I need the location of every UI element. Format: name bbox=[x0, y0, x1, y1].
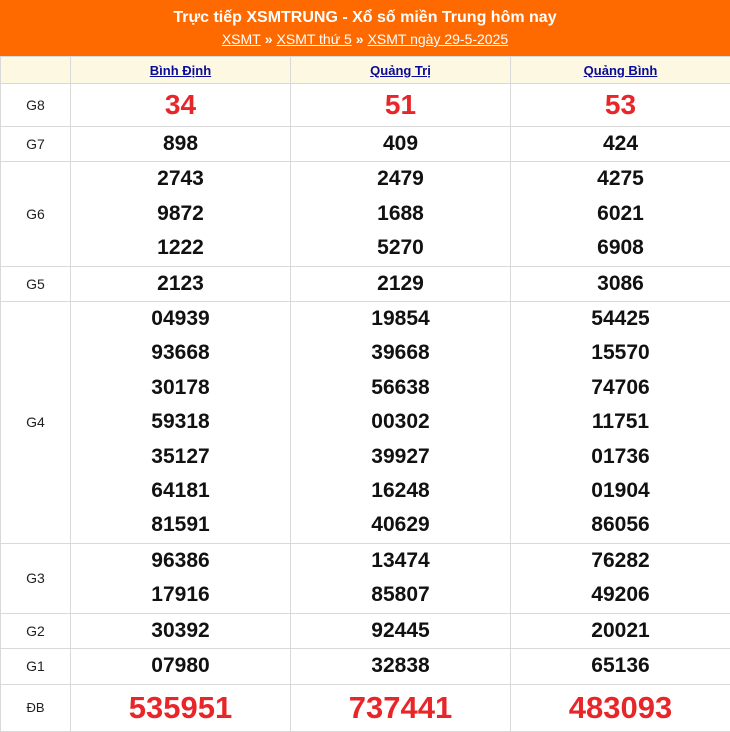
province-header-row bbox=[1, 57, 730, 84]
prize-number: 483093 bbox=[511, 685, 730, 731]
prize-number: 40629 bbox=[291, 508, 510, 542]
prize-number: 19854 bbox=[291, 302, 510, 336]
prize-number: 96386 bbox=[71, 544, 290, 578]
prize-row bbox=[1, 649, 730, 684]
prize-row bbox=[1, 127, 730, 162]
province-link-quang-tri[interactable]: Quảng Trị bbox=[370, 63, 431, 78]
prize-label: G2 bbox=[1, 613, 71, 648]
prize-cell bbox=[291, 84, 511, 127]
prize-cell bbox=[291, 543, 511, 613]
prize-number: 86056 bbox=[511, 508, 730, 542]
prize-number: 93668 bbox=[71, 336, 290, 370]
prize-cell bbox=[71, 543, 291, 613]
prize-label: G4 bbox=[1, 302, 71, 544]
prize-number: 74706 bbox=[511, 371, 730, 405]
prize-cell bbox=[511, 302, 730, 544]
province-header bbox=[511, 57, 730, 84]
prize-number: 00302 bbox=[291, 405, 510, 439]
prize-number: 1222 bbox=[71, 231, 290, 265]
prize-number: 51 bbox=[291, 84, 510, 126]
prize-number: 20021 bbox=[511, 614, 730, 648]
prize-number: 35127 bbox=[71, 440, 290, 474]
prize-cell bbox=[71, 684, 291, 731]
prize-cell bbox=[71, 127, 291, 162]
prize-row bbox=[1, 543, 730, 613]
prize-number: 76282 bbox=[511, 544, 730, 578]
prize-label: G7 bbox=[1, 127, 71, 162]
prize-number: 59318 bbox=[71, 405, 290, 439]
province-header bbox=[71, 57, 291, 84]
prize-number: 49206 bbox=[511, 578, 730, 612]
prize-number: 64181 bbox=[71, 474, 290, 508]
prize-number: 01904 bbox=[511, 474, 730, 508]
prize-number: 56638 bbox=[291, 371, 510, 405]
page-title: Trực tiếp XSMTRUNG - Xổ số miền Trung hôm nay bbox=[0, 8, 730, 28]
prize-cell bbox=[511, 613, 730, 648]
prize-number: 737441 bbox=[291, 685, 510, 731]
prize-number: 6908 bbox=[511, 231, 730, 265]
prize-cell bbox=[71, 302, 291, 544]
corner-cell bbox=[1, 57, 71, 84]
prize-label: G3 bbox=[1, 543, 71, 613]
page-header bbox=[0, 0, 730, 56]
breadcrumb-separator: » bbox=[265, 31, 273, 47]
prize-number: 30178 bbox=[71, 371, 290, 405]
prize-row bbox=[1, 162, 730, 266]
prize-number: 32838 bbox=[291, 649, 510, 683]
province-link-binh-dinh[interactable]: Bình Định bbox=[150, 63, 211, 78]
prize-number: 04939 bbox=[71, 302, 290, 336]
prize-cell bbox=[511, 649, 730, 684]
prize-number: 53 bbox=[511, 84, 730, 126]
prize-cell bbox=[511, 127, 730, 162]
prize-cell bbox=[291, 684, 511, 731]
prize-cell bbox=[511, 684, 730, 731]
prize-number: 3086 bbox=[511, 267, 730, 301]
prize-row bbox=[1, 266, 730, 301]
prize-cell bbox=[291, 266, 511, 301]
prize-number: 1688 bbox=[291, 197, 510, 231]
prize-cell bbox=[511, 84, 730, 127]
prize-label: G5 bbox=[1, 266, 71, 301]
prize-body bbox=[1, 84, 730, 732]
breadcrumb bbox=[0, 29, 730, 49]
prize-cell bbox=[291, 649, 511, 684]
prize-row bbox=[1, 684, 730, 731]
prize-cell bbox=[291, 302, 511, 544]
prize-row bbox=[1, 613, 730, 648]
prize-cell bbox=[71, 649, 291, 684]
prize-number: 07980 bbox=[71, 649, 290, 683]
province-link-quang-binh[interactable]: Quảng Bình bbox=[584, 63, 658, 78]
breadcrumb-link-xsmt-date[interactable]: XSMT ngày 29-5-2025 bbox=[368, 31, 509, 47]
prize-number: 409 bbox=[291, 127, 510, 161]
prize-label: G6 bbox=[1, 162, 71, 266]
prize-number: 30392 bbox=[71, 614, 290, 648]
breadcrumb-link-xsmt[interactable]: XSMT bbox=[222, 31, 261, 47]
prize-number: 6021 bbox=[511, 197, 730, 231]
prize-number: 2743 bbox=[71, 162, 290, 196]
prize-number: 65136 bbox=[511, 649, 730, 683]
prize-cell bbox=[71, 613, 291, 648]
prize-number: 2479 bbox=[291, 162, 510, 196]
prize-number: 535951 bbox=[71, 685, 290, 731]
prize-number: 34 bbox=[71, 84, 290, 126]
prize-label: ĐB bbox=[1, 684, 71, 731]
results-table bbox=[0, 56, 730, 732]
province-header bbox=[291, 57, 511, 84]
breadcrumb-link-xsmt-thu-5[interactable]: XSMT thứ 5 bbox=[277, 31, 352, 47]
prize-number: 92445 bbox=[291, 614, 510, 648]
prize-number: 11751 bbox=[511, 405, 730, 439]
prize-number: 5270 bbox=[291, 231, 510, 265]
prize-number: 15570 bbox=[511, 336, 730, 370]
prize-cell bbox=[71, 266, 291, 301]
prize-number: 17916 bbox=[71, 578, 290, 612]
breadcrumb-separator: » bbox=[356, 31, 364, 47]
prize-number: 85807 bbox=[291, 578, 510, 612]
prize-number: 54425 bbox=[511, 302, 730, 336]
prize-cell bbox=[71, 84, 291, 127]
prize-cell bbox=[71, 162, 291, 266]
prize-number: 2129 bbox=[291, 267, 510, 301]
prize-number: 13474 bbox=[291, 544, 510, 578]
prize-label: G1 bbox=[1, 649, 71, 684]
prize-row bbox=[1, 302, 730, 544]
prize-cell bbox=[291, 613, 511, 648]
prize-cell bbox=[511, 266, 730, 301]
prize-cell bbox=[511, 543, 730, 613]
prize-row bbox=[1, 84, 730, 127]
prize-number: 81591 bbox=[71, 508, 290, 542]
prize-number: 39668 bbox=[291, 336, 510, 370]
prize-number: 4275 bbox=[511, 162, 730, 196]
prize-number: 9872 bbox=[71, 197, 290, 231]
prize-label: G8 bbox=[1, 84, 71, 127]
prize-cell bbox=[511, 162, 730, 266]
prize-number: 16248 bbox=[291, 474, 510, 508]
prize-number: 39927 bbox=[291, 440, 510, 474]
prize-number: 898 bbox=[71, 127, 290, 161]
prize-number: 2123 bbox=[71, 267, 290, 301]
prize-number: 01736 bbox=[511, 440, 730, 474]
prize-number: 424 bbox=[511, 127, 730, 161]
prize-cell bbox=[291, 162, 511, 266]
prize-cell bbox=[291, 127, 511, 162]
